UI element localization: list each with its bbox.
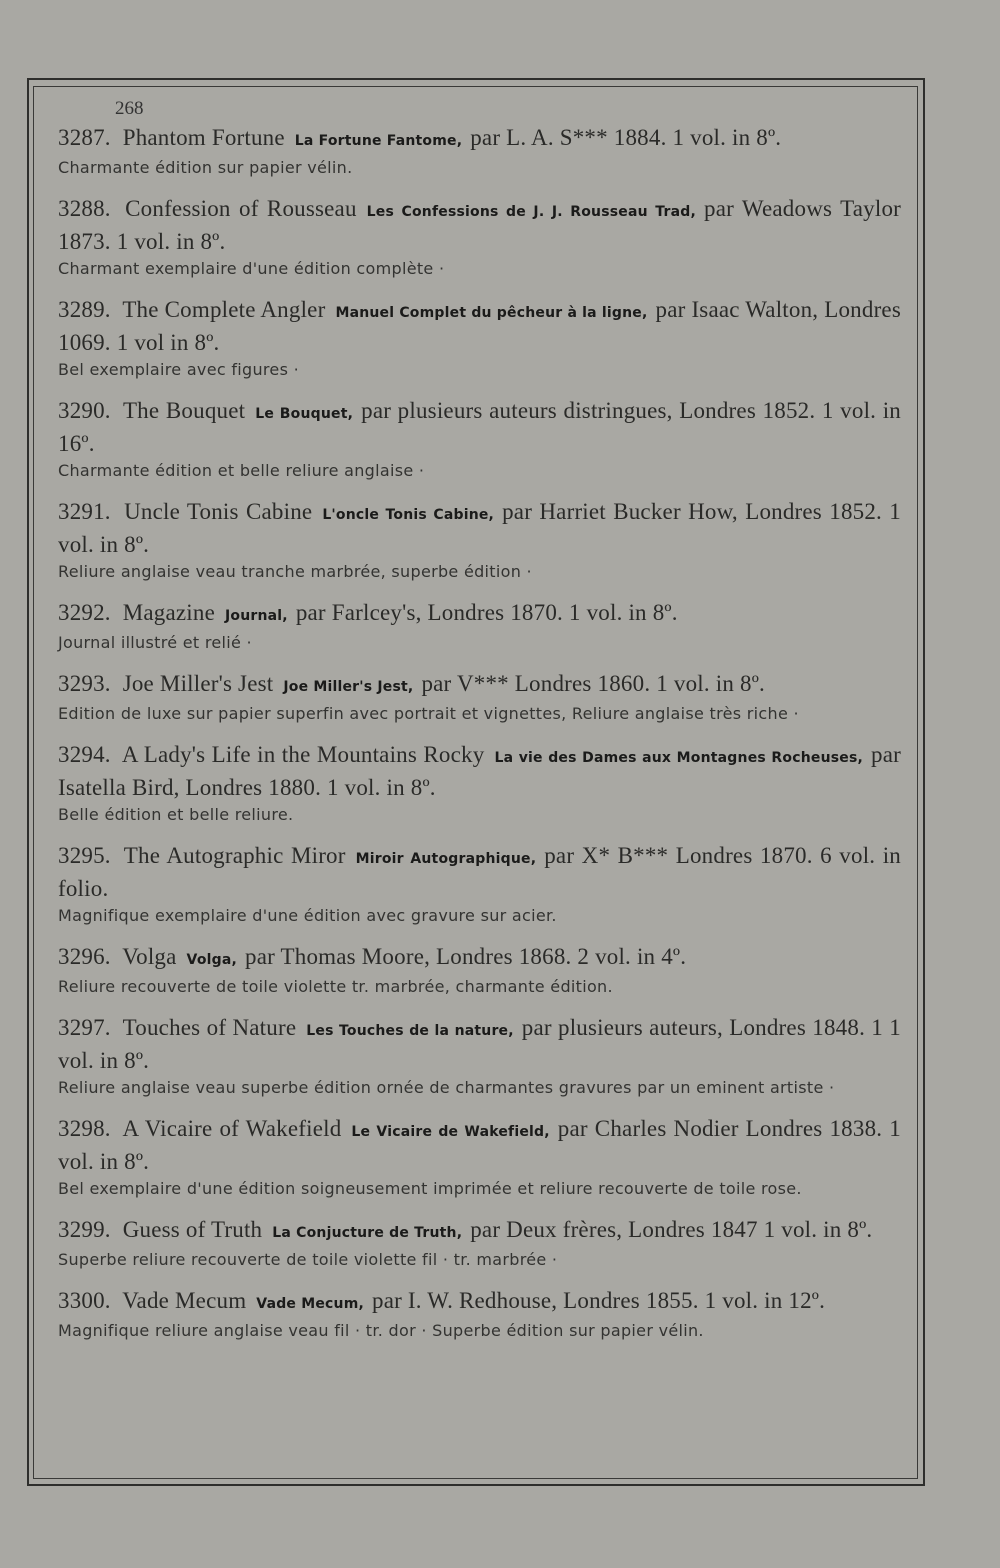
entry-details: par V*** Londres 1860. 1 vol. in 8º. [421,671,765,696]
entry-french-title: L'oncle Tonis Cabine, [322,507,495,523]
entry-note: Reliure recouverte de toile violette tr. marbrée, charmante édition. [58,977,613,996]
entry-french-title: Le Vicaire de Wakefield, [351,1124,550,1140]
entry-note: Magnifique reliure anglaise veau fil · tr. dor · Superbe édition sur papier vélin. [58,1321,704,1340]
entry-note: Bel exemplaire avec figures · [58,360,299,379]
entry-note: Journal illustré et relié · [58,633,252,652]
entry-note: Edition de luxe sur papier superfin avec portrait et vignettes, Reliure anglaise très riche · [58,704,799,723]
entry-english-title: The Complete Angler [122,297,326,322]
entry-english-title: The Bouquet [122,398,246,423]
entry-french-title: La vie des Dames aux Montagnes Rocheuses, [494,750,864,766]
catalogue-entry [58,194,901,281]
entry-note: Belle édition et belle reliure. [58,805,294,824]
entry-number: 3291. [58,499,111,524]
entry-english-title: Joe Miller's Jest [122,671,274,696]
entry-details: par Thomas Moore, Londres 1868. 2 vol. in 4º. [245,944,687,969]
entry-french-title: Miroir Autographique, [355,851,537,867]
entry-french-title: Les Confessions de J. J. Rousseau Trad, [366,204,696,220]
entry-details: par L. A. S*** 1884. 1 vol. in 8º. [470,125,782,150]
entry-details: par Isatella Bird, Londres 1880. 1 vol. in 8º. [58,742,901,800]
entry-note: Charmante édition et belle reliure anglaise · [58,461,425,480]
entry-details: par Weadows Taylor 1873. 1 vol. in 8º. [58,196,902,254]
catalogue-entry [58,295,901,382]
entry-number: 3297. [58,1015,111,1040]
entry-number: 3290. [58,398,111,423]
entry-english-title: A Vicaire of Wakefield [122,1116,342,1141]
entry-english-title: Confession of Rousseau [125,196,357,221]
catalogue-entry [58,598,901,655]
entry-note: Charmant exemplaire d'une édition complète · [58,259,445,278]
entry-number: 3288. [58,196,111,221]
entry-details: par Farlcey's, Londres 1870. 1 vol. in 8º. [295,600,678,625]
catalogue-entry [58,396,901,483]
entry-english-title: Vade Mecum [122,1288,247,1313]
entry-note: Bel exemplaire d'une édition soigneusement imprimée et reliure recouverte de toile rose. [58,1179,802,1198]
catalogue-entry [58,1286,901,1343]
entry-details: par plusieurs auteurs, Londres 1848. 1 1 vol. in 8º. [58,1015,901,1073]
entry-english-title: Guess of Truth [122,1217,263,1242]
catalogue-entry [58,1013,901,1100]
entry-details: par Isaac Walton, Londres 1069. 1 vol in 8º. [58,297,901,355]
entry-number: 3293. [58,671,111,696]
entry-note: Charmante édition sur papier vélin. [58,158,353,177]
entry-note: Superbe reliure recouverte de toile violette fil · tr. marbrée · [58,1250,558,1269]
entry-french-title: Volga, [186,952,238,968]
entry-number: 3292. [58,600,111,625]
entry-english-title: Touches of Nature [122,1015,297,1040]
entry-english-title: Magazine [122,600,215,625]
catalogue-entry [58,497,901,584]
entry-number: 3300. [58,1288,111,1313]
entry-english-title: Phantom Fortune [122,125,285,150]
entry-english-title: A Lady's Life in the Mountains Rocky [121,742,485,767]
entry-english-title: Volga [122,944,177,969]
entry-french-title: La Fortune Fantome, [294,133,463,149]
catalogue-entry [58,1215,901,1272]
entry-details: par Charles Nodier Londres 1838. 1 vol. in 8º. [58,1116,901,1174]
entry-french-title: Joe Miller's Jest, [283,679,414,695]
entry-french-title: Manuel Complet du pêcheur à la ligne, [335,305,648,321]
entry-french-title: La Conjucture de Truth, [272,1225,463,1241]
entry-english-title: Uncle Tonis Cabine [124,499,313,524]
entry-number: 3296. [58,944,111,969]
entry-number: 3295. [58,843,111,868]
entry-details: par X* B*** Londres 1870. 6 vol. in folio. [58,843,901,901]
entry-details: par Deux frères, Londres 1847 1 vol. in 8º. [470,1217,873,1242]
entry-details: par plusieurs auteurs distringues, Londres 1852. 1 vol. in 16º. [58,398,901,456]
catalogue-entry [58,841,901,928]
catalogue-entries [58,123,901,1357]
catalogue-entry [58,669,901,726]
entry-french-title: Journal, [224,608,288,624]
entry-number: 3299. [58,1217,111,1242]
entry-french-title: Vade Mecum, [256,1296,365,1312]
entry-number: 3289. [58,297,111,322]
entry-details: par Harriet Bucker How, Londres 1852. 1 vol. in 8º. [58,499,902,557]
entry-english-title: The Autographic Miror [123,843,346,868]
entry-note: Reliure anglaise veau tranche marbrée, superbe édition · [58,562,532,581]
entry-number: 3287. [58,125,111,150]
page-number: 268 [115,98,144,119]
entry-french-title: Le Bouquet, [255,406,354,422]
entry-note: Magnifique exemplaire d'une édition avec gravure sur acier. [58,906,557,925]
entry-french-title: Les Touches de la nature, [306,1023,514,1039]
entry-details: par I. W. Redhouse, Londres 1855. 1 vol. in 12º. [372,1288,826,1313]
entry-number: 3298. [58,1116,111,1141]
catalogue-entry [58,1114,901,1201]
catalogue-entry [58,123,901,180]
entry-number: 3294. [58,742,111,767]
catalogue-entry [58,740,901,827]
catalogue-entry [58,942,901,999]
entry-note: Reliure anglaise veau superbe édition ornée de charmantes gravures par un eminent artiste · [58,1078,835,1097]
